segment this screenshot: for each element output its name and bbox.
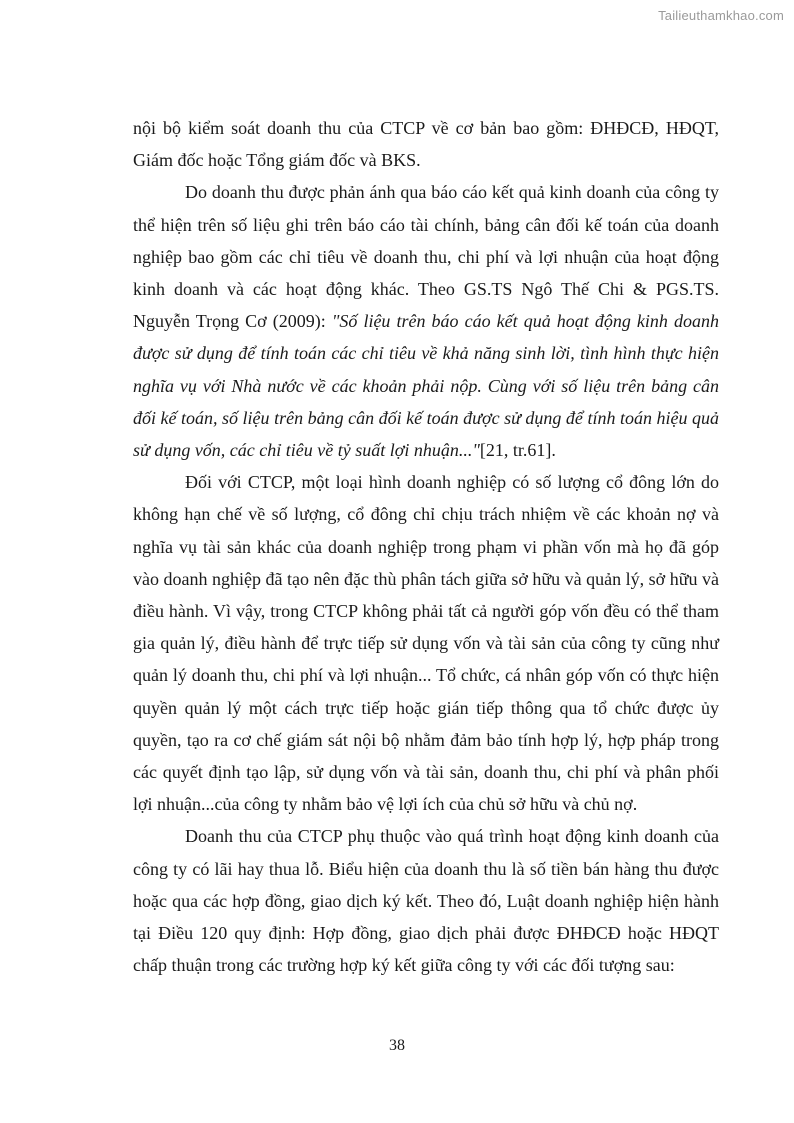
quotation: "Số liệu trên báo cáo kết quả hoạt động kinh doanh được sử dụng để tính toán các chỉ tiêu về khả năng sinh lời, tình hình thực hiện nghĩa vụ với Nhà nước về các khoản phải nộp. Cùng với số liệu trên bảng cân đối kế toán, số liệu trên bảng cân đối kế toán được sử dụng để tính toán hiệu quả sử dụng vốn, các chỉ tiêu về tỷ suất lợi nhuận..." [133,311,719,461]
document-body [133,112,719,981]
paragraph-2-lead: Do doanh thu được phản ánh qua báo cáo kết quả kinh doanh của công ty thể hiện trên số liệu ghi trên báo cáo tài chính, bảng cân đối kế toán của doanh nghiệp bao gồm các chỉ tiêu về doanh thu, chi phí và lợi nhuận của hoạt động kinh doanh và các hoạt động khác. Theo GS.TS Ngô Thế Chi & PGS.TS. Nguyễn Trọng Cơ (2009): [133,182,719,332]
paragraph-2 [133,176,719,466]
citation: [21, tr.61]. [479,440,556,461]
page-number: 38 [389,1037,405,1054]
paragraph-4: Doanh thu của CTCP phụ thuộc vào quá trình hoạt động kinh doanh của công ty có lãi hay thua lỗ. Biểu hiện của doanh thu là số tiền bán hàng thu được hoặc qua các hợp đồng, giao dịch ký kết. Theo đó, Luật doanh nghiệp hiện hành tại Điều 120 quy định: Hợp đồng, giao dịch phải được ĐHĐCĐ hoặc HĐQT chấp thuận trong các trường hợp ký kết giữa công ty với các đối tượng sau: [133,826,719,976]
watermark-text: Tailieuthamkhao.com [658,8,784,23]
paragraph-3: Đối với CTCP, một loại hình doanh nghiệp có số lượng cổ đông lớn do không hạn chế về số lượng, cổ đông chỉ chịu trách nhiệm về các khoản nợ và nghĩa vụ tài sản khác của doanh nghiệp trong phạm vi phần vốn mà họ đã góp vào doanh nghiệp đã tạo nên đặc thù phân tách giữa sở hữu và quản lý, sở hữu và điều hành. Vì vậy, trong CTCP không phải tất cả người góp vốn đều có thể tham gia quản lý, điều hành để trực tiếp sử dụng vốn và tài sản của công ty cũng như quản lý doanh thu, chi phí và lợi nhuận... Tổ chức, cá nhân góp vốn có thực hiện quyền quản lý một cách trực tiếp hoặc gián tiếp thông qua tổ chức được ủy quyền, tạo ra cơ chế giám sát nội bộ nhằm đảm bảo tính hợp lý, hợp pháp trong các quyết định tạo lập, sử dụng vốn và tài sản, doanh thu, chi phí và phân phối lợi nhuận...của công ty nhằm bảo vệ lợi ích của chủ sở hữu và chủ nợ. [133,472,719,815]
paragraph-1: nội bộ kiểm soát doanh thu của CTCP về cơ bản bao gồm: ĐHĐCĐ, HĐQT, Giám đốc hoặc Tổng giám đốc và BKS. [133,118,719,171]
